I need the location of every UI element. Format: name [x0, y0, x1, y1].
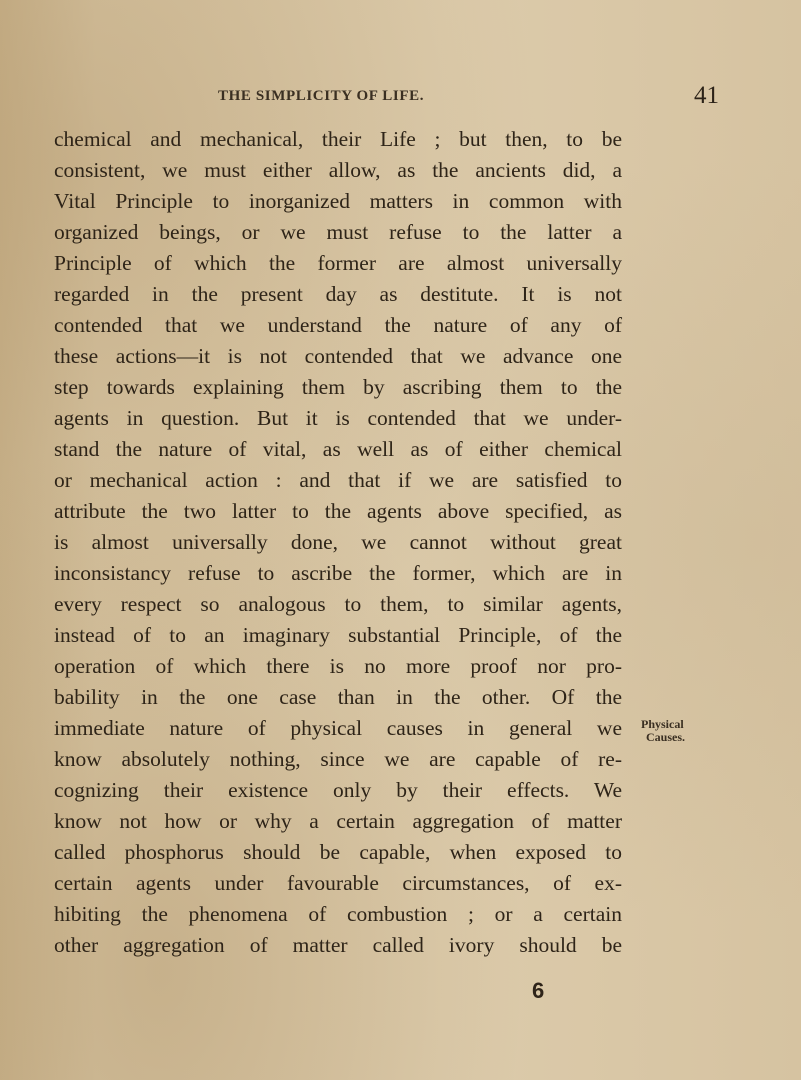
text-line: instead of to an imaginary substantial Principle, of the	[54, 623, 622, 647]
text-line: certain agents under favourable circumstances, of ex-	[54, 871, 622, 895]
text-line: these actions—it is not contended that we advance one	[54, 344, 622, 368]
text-line: agents in question. But it is contended that we under-	[54, 406, 622, 430]
text-line: contended that we understand the nature of any of	[54, 313, 622, 337]
text-line: called phosphorus should be capable, when exposed to	[54, 840, 622, 864]
margin-note-line: Physical	[641, 717, 684, 731]
running-head	[0, 82, 801, 110]
text-line: is almost universally done, we cannot without great	[54, 530, 622, 554]
text-line: immediate nature of physical causes in general we	[54, 716, 622, 740]
body-text	[54, 124, 622, 961]
text-line: chemical and mechanical, their Life ; but then, to be	[54, 127, 622, 151]
signature-mark: 6	[532, 978, 545, 1003]
text-line: cognizing their existence only by their effects. We	[54, 778, 622, 802]
text-line: other aggregation of matter called ivory should be	[54, 933, 622, 957]
text-line: inconsistancy refuse to ascribe the former, which are in	[54, 561, 622, 585]
running-title: THE SIMPLICITY OF LIFE.	[218, 88, 425, 104]
text-line: or mechanical action : and that if we are satisfied to	[54, 468, 622, 492]
text-line: stand the nature of vital, as well as of either chemical	[54, 437, 622, 461]
text-line: bability in the one case than in the other. Of the	[54, 685, 622, 709]
text-line: hibiting the phenomena of combustion ; or a certain	[54, 902, 622, 926]
text-line: consistent, we must either allow, as the ancients did, a	[54, 158, 622, 182]
page-number: 41	[694, 82, 719, 109]
text-line: every respect so analogous to them, to similar agents,	[54, 592, 622, 616]
text-line: Vital Principle to inorganized matters in common with	[54, 189, 622, 213]
text-line: organized beings, or we must refuse to the latter a	[54, 220, 622, 244]
text-line: step towards explaining them by ascribing them to the	[54, 375, 622, 399]
margin-note-line: Causes.	[646, 730, 686, 744]
text-line: Principle of which the former are almost universally	[54, 251, 622, 275]
text-line: operation of which there is no more proof nor pro-	[54, 654, 622, 678]
text-line: attribute the two latter to the agents above specified, as	[54, 499, 622, 523]
text-line: know not how or why a certain aggregation of matter	[54, 809, 622, 833]
text-line: regarded in the present day as destitute. It is not	[54, 282, 622, 306]
margin-note	[641, 718, 711, 744]
text-line: know absolutely nothing, since we are capable of re-	[54, 747, 622, 771]
